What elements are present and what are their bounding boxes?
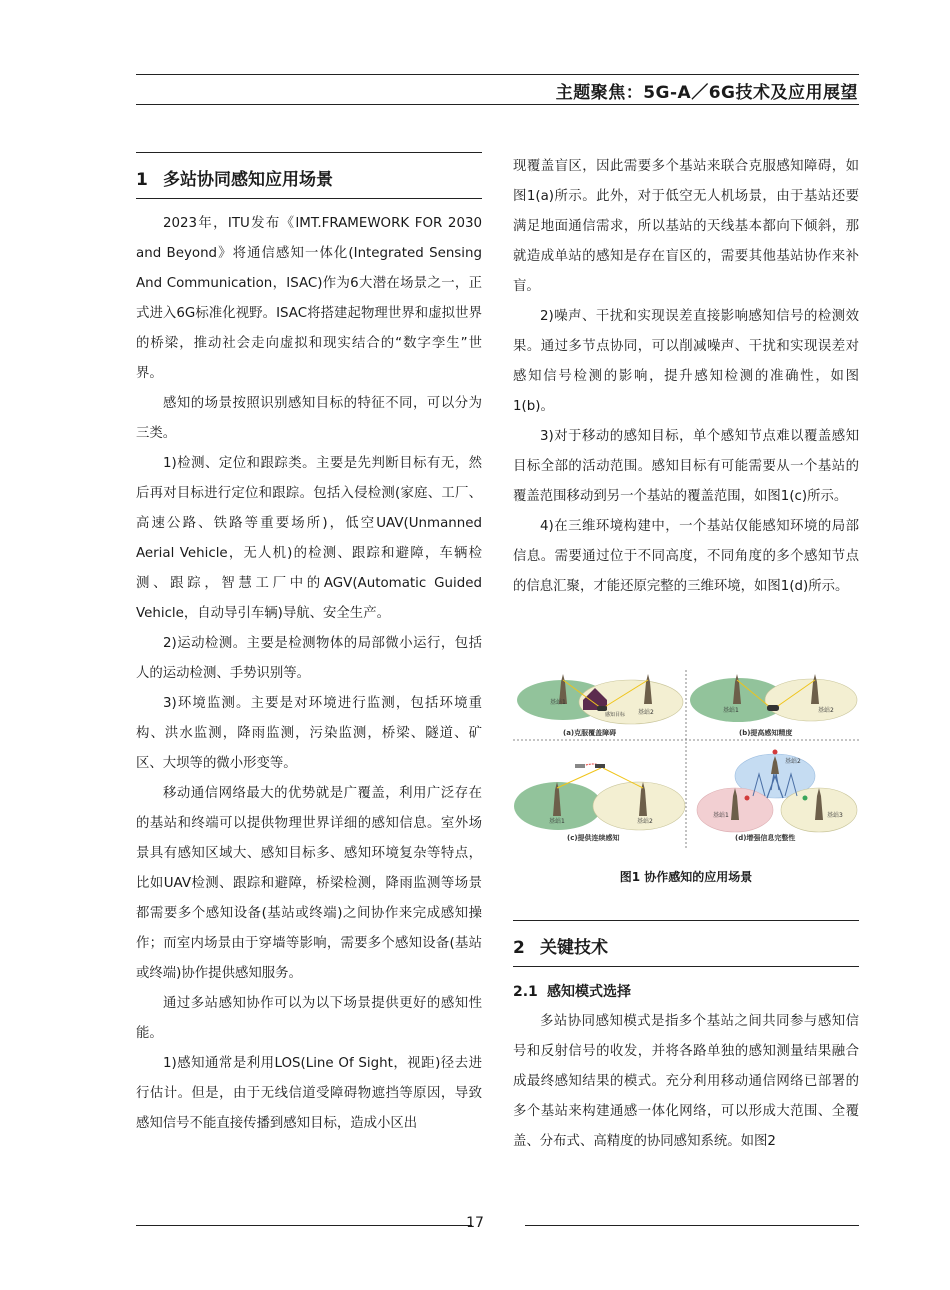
section-1-title: 多站协同感知应用场景 (163, 170, 333, 190)
panel-d-caption: (d)增强信息完整性 (735, 834, 796, 842)
figure-1 (513, 670, 859, 885)
running-title: 主题聚焦：5G-A／6G技术及应用展望 (555, 83, 858, 103)
coverage-area (765, 679, 857, 721)
figure-label-bs1: 基站1 (713, 812, 729, 819)
section-2-title: 关键技术 (540, 938, 608, 958)
paragraph: 2)运动检测。主要是检测物体的局部微小运行，包括人的运动检测、手势识别等。 (136, 636, 482, 681)
paragraph: 3)对于移动的感知目标，单个感知节点难以覆盖感知目标全部的活动范围。感知目标有可能需要从一个基站的覆盖范围移动到另一个基站的覆盖范围，如图1(c)所示。 (513, 429, 859, 504)
paragraph: 2023年，ITU发布《IMT.FRAMEWORK FOR 2030 and Beyond》将通信感知一体化(Integrated Sensing And Communication，ISAC)作为6大潜在场景之一，正式进入6G标准化视野。ISAC将搭建起物理世界和虚拟世界的桥梁，推动社会走向虚拟和现实结合的“数字孪生”世界。 (136, 216, 482, 381)
figure-label-bs2: 基站2 (818, 707, 834, 714)
panel-a-caption: (a)克服覆盖障碍 (563, 729, 617, 737)
panel-b-graphic (690, 674, 857, 722)
panel-b-caption: (b)提高感知精度 (739, 729, 793, 737)
figure-label-bs3: 基站3 (827, 812, 843, 819)
figure-label-bs1: 基站1 (723, 707, 739, 714)
footer-rule-right (525, 1225, 859, 1226)
sensing-point (745, 796, 750, 801)
figure-label-bs2: 基站2 (637, 818, 653, 825)
paragraph: 2)噪声、干扰和实现误差直接影响感知信号的检测效果。通过多节点协同，可以削减噪声、干扰和实现误差对感知信号检测的影响，提升感知检测的准确性，如图1(b)。 (513, 309, 859, 414)
panel-c-caption: (c)提供连续感知 (567, 834, 620, 842)
left-column (136, 152, 482, 1139)
drone-icon (595, 764, 605, 768)
panel-c-graphic (514, 764, 685, 830)
figure-label-bs1: 基站1 (550, 699, 566, 706)
drone-icon (575, 764, 585, 768)
sensing-point (803, 796, 808, 801)
paragraph: 3)环境监测。主要是对环境进行监测，包括环境重构、洪水监测，降雨监测，污染监测，桥梁、隧道、矿区、大坝等的微小形变等。 (136, 696, 482, 771)
paragraph: 多站协同感知模式是指多个基站之间共同参与感知信号和反射信号的收发，并将各路单独的感知测量结果融合成最终感知结果的模式。充分利用移动通信网络已部署的多个基站来构建通感一体化网络，可以形成大范围、全覆盖、分布式、高精度的协同感知系统。如图2 (513, 1014, 859, 1149)
figure-label-bs2: 基站2 (638, 709, 654, 716)
paragraph: 1)检测、定位和跟踪类。主要是先判断目标有无，然后再对目标进行定位和跟踪。包括入侵检测(家庭、工厂、高速公路、铁路等重要场所)，低空UAV(Unmanned Aerial Vehicle，无人机)的检测、跟踪和避障，车辆检测、跟踪，智慧工厂中的AGV(Automatic Guided Vehicle，自动导引车辆)导航、安全生产。 (136, 456, 482, 621)
section-1-number: 1 (136, 170, 148, 190)
section-2-heading (513, 920, 859, 967)
panel-a-graphic (517, 674, 683, 724)
paragraph: 通过多站感知协作可以为以下场景提供更好的感知性能。 (136, 996, 482, 1041)
figure-label-bs2: 基站2 (785, 758, 801, 765)
figure-1-caption: 图1 协作感知的应用场景 (619, 870, 753, 884)
section-1-heading (136, 152, 482, 199)
header-top-rule (136, 74, 859, 75)
paragraph: 1)感知通常是利用LOS(Line Of Sight，视距)径去进行估计。但是，由于无线信道受障碍物遮挡等原因，导致感知信号不能直接传播到感知目标，造成小区出 (136, 1056, 482, 1131)
paragraph: 感知的场景按照识别感知目标的特征不同，可以分为三类。 (136, 396, 482, 441)
right-column-bottom (513, 920, 859, 1157)
subsection-2-1-title: 感知模式选择 (547, 984, 631, 1000)
section-2-number: 2 (513, 938, 525, 958)
subsection-2-1-heading (513, 967, 859, 1007)
figure-label-bs1: 基站1 (549, 818, 565, 825)
paragraph: 4)在三维环境构建中，一个基站仅能感知环境的局部信息。需要通过位于不同高度，不同角度的多个感知节点的信息汇聚，才能还原完整的三维环境，如图1(d)所示。 (513, 519, 859, 594)
header-bottom-rule (136, 104, 859, 105)
panel-d-graphic (697, 750, 857, 833)
page-number: 17 (466, 1215, 484, 1231)
right-column-top (513, 152, 859, 602)
paragraph-continued: 现覆盖盲区，因此需要多个基站来联合克服感知障碍，如图1(a)所示。此外，对于低空无人机场景，由于基站还要满足地面通信需求，所以基站的天线基本都向下倾斜，那就造成单站的感知是存在盲区的，需要其他基站协作来补盲。 (513, 159, 859, 294)
target-icon (767, 705, 779, 711)
paragraph: 移动通信网络最大的优势就是广覆盖，利用广泛存在的基站和终端可以提供物理世界详细的感知信息。室外场景具有感知区域大、感知目标多、感知环境复杂等特点，比如UAV检测、跟踪和避障，桥梁检测，降雨监测等场景都需要多个感知设备(基站或终端)之间协作来完成感知操作；而室内场景由于穿墙等影响，需要多个感知设备(基站或终端)协作提供感知服务。 (136, 786, 482, 981)
figure-1-illustration (513, 670, 859, 850)
sensing-point (773, 750, 778, 755)
subsection-2-1-number: 2.1 (513, 984, 538, 1000)
figure-label-target: 感知目标 (605, 712, 626, 718)
